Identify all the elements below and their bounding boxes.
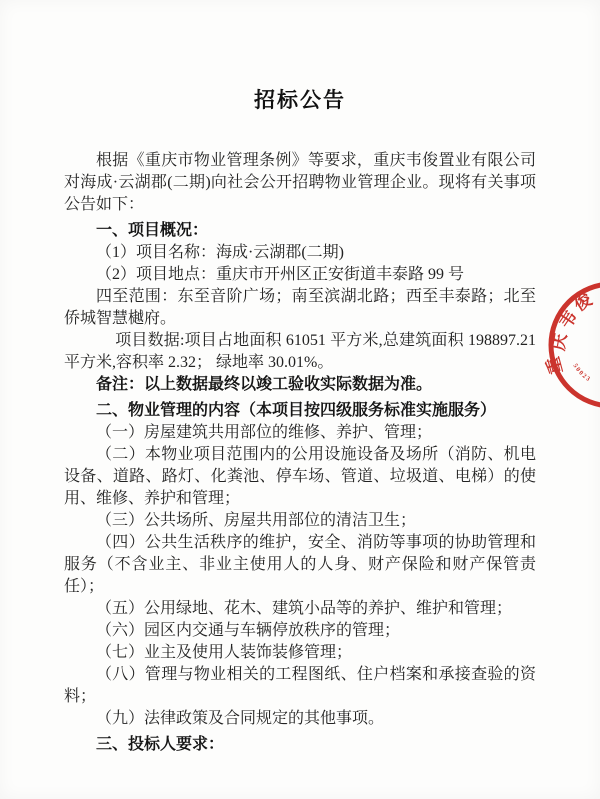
section-heading-management-content: 二、物业管理的内容（本项目按四级服务标准实施服务）	[96, 402, 497, 419]
stamp-char-3: 韦	[555, 307, 582, 333]
intro-paragraph: 根据《重庆市物业管理条例》等要求，重庆韦俊置业有限公司对海成·云湖郡(二期)向社会公开招聘物业管理企业。现将有关事项公告如下：	[64, 152, 536, 213]
stamp-char-2: 庆	[548, 332, 571, 353]
content-item-4: （四）公共生活秩序的维护，安全、消防等事项的协助管理和服务（不含业主、非业主使用人的人身、财产保险和财产保管责任）；	[64, 534, 536, 595]
content-item-7: （七）业主及使用人装饰装修管理；	[96, 644, 353, 661]
content-item-5: （五）公用绿地、花木、建筑小品等的养护、维护和管理；	[96, 600, 513, 617]
stamp-serial-number: 50023	[571, 362, 593, 384]
section-heading-bidder-requirements: 三、投标人要求：	[96, 736, 225, 753]
content-item-6: （六）园区内交通与车辆停放秩序的管理；	[96, 622, 401, 639]
content-item-3: （三）公共场所、房屋共用部位的清洁卫生；	[96, 512, 417, 529]
paragraph-note: 备注：以上数据最终以竣工验收实际数据为准。	[96, 376, 433, 393]
document-body	[64, 84, 536, 756]
paragraph-project-name: （1）项目名称：海成·云湖郡(二期)	[96, 244, 344, 261]
content-item-9: （九）法律政策及合同规定的其他事项。	[96, 710, 385, 727]
stamp-char-1: 重	[543, 354, 567, 377]
content-item-1: （一）房屋建筑共用部位的维修、养护、管理；	[96, 424, 433, 441]
stamp-char-4: 俊	[570, 289, 596, 315]
content-item-8: （八）管理与物业相关的工程图纸、住户档案和承接查验的资料；	[64, 666, 536, 705]
paragraph-project-location: （2）项目地点：重庆市开州区正安街道丰泰路 99 号	[96, 266, 465, 283]
paragraph-boundary-scope: 四至范围：东至音阶广场；南至滨湖北路；西至丰泰路；北至侨城智慧樾府。	[64, 288, 536, 327]
content-item-2: （二）本物业项目范围内的公用设施设备及场所（消防、机电设备、道路、路灯、化粪池、停车场、管道、垃圾道、电梯）的使用、维修、养护和管理；	[64, 446, 536, 507]
document-title: 招标公告	[254, 88, 346, 112]
paragraph-project-data: 项目数据:项目占地面积 61051 平方米,总建筑面积 198897.21 平方米,容积率 2.32； 绿地率 30.01%。	[64, 332, 536, 371]
company-seal-stamp-icon	[528, 262, 600, 432]
section-heading-project-overview: 一、项目概况：	[96, 222, 209, 239]
